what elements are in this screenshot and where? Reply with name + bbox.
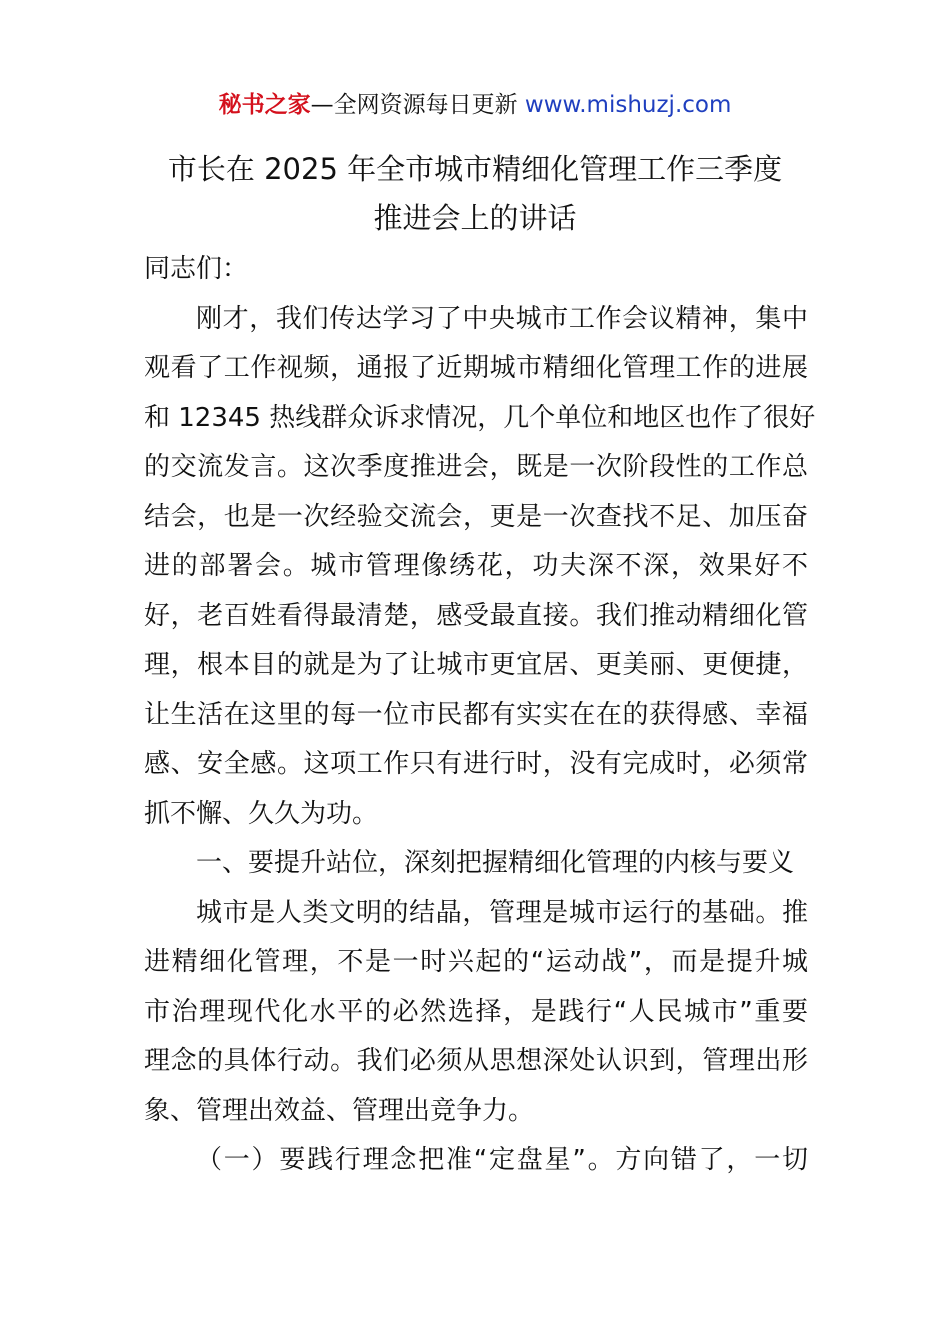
header-banner — [0, 88, 950, 122]
section-heading: 一、要提升站位，深刻把握精细化管理的内核与要义 — [196, 848, 795, 878]
document-title-line-1: 市长在 2025 年全市城市精细化管理工作三季度 — [167, 152, 783, 186]
paragraph-line: 的交流发言。这次季度推进会，既是一次阶段性的工作总 — [144, 452, 808, 482]
paragraph-line: 观看了工作视频，通报了近期城市精细化管理工作的进展 — [144, 353, 808, 383]
paragraph-line: 城市是人类文明的结晶，管理是城市运行的基础。推 — [196, 898, 808, 928]
header-tagline: —全网资源每日更新 — [310, 92, 525, 118]
document-title-line-2: 推进会上的讲话 — [373, 201, 577, 235]
paragraph-line: 好，老百姓看得最清楚，感受最直接。我们推动精细化管 — [144, 601, 808, 631]
brand-name: 秘书之家 — [218, 92, 311, 118]
paragraph-line: 和 12345 热线群众诉求情况，几个单位和地区也作了很好 — [144, 403, 816, 433]
paragraph-line: 感、安全感。这项工作只有进行时，没有完成时，必须常 — [144, 749, 808, 779]
paragraph-line: 理念的具体行动。我们必须从思想深处认识到，管理出形 — [144, 1046, 808, 1076]
paragraph-line: 理，根本目的就是为了让城市更宜居、更美丽、更便捷， — [144, 650, 808, 680]
paragraph-line: 结会，也是一次经验交流会，更是一次查找不足、加压奋 — [144, 502, 808, 532]
paragraph-line: 进的部署会。城市管理像绣花，功夫深不深，效果好不 — [144, 551, 808, 581]
site-url-link[interactable]: www.mishuzj.com — [524, 92, 732, 118]
paragraph-line: 进精细化管理，不是一时兴起的“运动战”，而是提升城 — [144, 947, 808, 977]
greeting: 同志们： — [144, 254, 249, 284]
subsection-heading: （一）要践行理念把准“定盘星”。方向错了，一切 — [196, 1145, 808, 1175]
paragraph-line: 让生活在这里的每一位市民都有实实在在的获得感、幸福 — [144, 700, 808, 730]
paragraph-line: 刚才，我们传达学习了中央城市工作会议精神，集中 — [196, 304, 808, 334]
paragraph-line: 抓不懈、久久为功。 — [144, 799, 379, 829]
paragraph-line: 市治理现代化水平的必然选择，是践行“人民城市”重要 — [144, 997, 808, 1027]
paragraph-line: 象、管理出效益、管理出竞争力。 — [144, 1096, 535, 1126]
